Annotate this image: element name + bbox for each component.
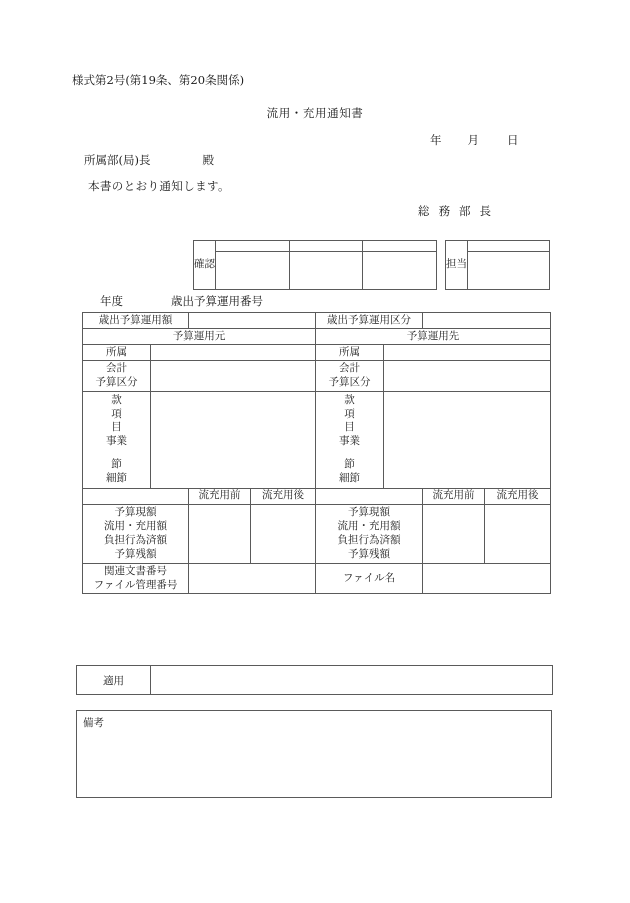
dest-affiliation-label: 所属 [316, 345, 384, 361]
dest-accounting-label-line2: 予算区分 [328, 375, 371, 388]
approval-cell[interactable] [468, 241, 549, 289]
approval-cell-cap [290, 241, 363, 252]
section-header-source: 予算運用元 [83, 329, 316, 345]
file-name-value[interactable] [423, 563, 551, 594]
statement-text: 本書のとおり通知します。 [88, 179, 230, 193]
approval-cell-body[interactable] [216, 252, 289, 289]
operation-number-label: 歳出予算運用番号 [171, 294, 263, 308]
dest-accounting-label [316, 361, 384, 392]
dest-amounts-label [316, 504, 423, 563]
source-item-jigyo: 事業 [106, 435, 127, 448]
file-name-label: ファイル名 [316, 563, 423, 594]
table-row-amounts [83, 504, 551, 563]
table-row-section-headers [83, 329, 551, 345]
source-before-label: 流充用前 [189, 488, 251, 504]
date-year-label: 年 [430, 133, 442, 147]
source-item-kan: 款 [111, 393, 122, 406]
dest-items-value[interactable] [384, 391, 551, 488]
source-item-kou: 項 [111, 407, 122, 420]
approval-columns-kakunin [216, 241, 436, 289]
addressee [84, 152, 214, 168]
dest-items-spacer [316, 449, 383, 458]
dest-accounting-label-line1: 会計 [339, 362, 360, 374]
source-amount-futan: 負担行為済額 [104, 533, 167, 546]
approval-box-kakunin [193, 240, 437, 290]
source-after-label: 流充用後 [251, 488, 316, 504]
approval-cell-cap [363, 241, 436, 252]
dest-beforeafter-spacer [316, 488, 423, 504]
source-item-moku: 目 [111, 421, 122, 434]
source-items-spacer [83, 449, 150, 458]
approval-label-tanto: 担当 [446, 241, 468, 289]
source-accounting-label [83, 361, 151, 392]
approval-cell[interactable] [216, 241, 290, 289]
approval-cell-cap [468, 241, 549, 252]
addressee-honorific: 殿 [202, 153, 214, 167]
dest-item-saisetsu: 細節 [339, 471, 360, 484]
page-title: 流用・充用通知書 [266, 106, 364, 120]
dest-accounting-lines [316, 361, 383, 391]
operation-amount-value[interactable] [189, 313, 316, 329]
table-row-tekiyo [77, 666, 553, 695]
source-accounting-value[interactable] [151, 361, 316, 392]
related-doc-number-label: 関連文書番号 [104, 564, 167, 577]
dest-accounting-value[interactable] [384, 361, 551, 392]
source-amounts-lines [83, 505, 188, 562]
source-amount-genngaku: 予算現額 [114, 506, 157, 518]
source-items-value[interactable] [151, 391, 316, 488]
form-code: 様式第2号(第19条、第20条関係) [72, 73, 245, 87]
dest-item-kou: 項 [344, 407, 355, 420]
addressee-label: 所属部(局)長 [84, 153, 151, 167]
approval-cell-cap [216, 241, 289, 252]
dest-item-jigyo: 事業 [339, 435, 360, 448]
approval-cell-body[interactable] [363, 252, 436, 289]
budget-operation-table [82, 312, 551, 594]
dest-items-label [316, 391, 384, 488]
fiscal-year-label: 年度 [100, 294, 123, 308]
dest-item-moku: 目 [344, 421, 355, 434]
source-amount-zangaku: 予算残額 [114, 547, 157, 560]
source-amount-before-value[interactable] [189, 504, 251, 563]
dest-items-lines [316, 393, 383, 487]
dest-amount-futan: 負担行為済額 [337, 533, 401, 546]
doc-number-lines [83, 564, 188, 594]
year-number-line [100, 293, 263, 309]
table-row-budget-items [83, 391, 551, 488]
source-items-lines [83, 393, 150, 487]
source-beforeafter-spacer [83, 488, 189, 504]
tekiyo-label: 適用 [77, 666, 151, 695]
approval-cell[interactable] [363, 241, 436, 289]
dest-item-kan: 款 [344, 393, 355, 406]
signer-title: 総務部長 [418, 204, 500, 218]
dest-amount-ryuyo: 流用・充用額 [337, 519, 401, 532]
tekiyo-value[interactable] [151, 666, 553, 695]
source-item-saisetsu: 細節 [106, 471, 127, 484]
source-item-setsu: 節 [111, 458, 122, 471]
dest-amount-zangaku: 予算残額 [348, 547, 390, 560]
source-accounting-label-line2: 予算区分 [95, 375, 138, 388]
approval-cell-body[interactable] [290, 252, 363, 289]
table-row-accounting [83, 361, 551, 392]
dest-item-setsu: 節 [344, 458, 355, 471]
table-row-affiliation [83, 345, 551, 361]
approval-label-kakunin: 確認 [194, 241, 216, 289]
approval-cell-body[interactable] [468, 252, 549, 289]
operation-category-value[interactable] [423, 313, 551, 329]
source-accounting-label-line1: 会計 [106, 362, 127, 374]
dest-amount-genngaku: 予算現額 [348, 506, 390, 518]
dest-amounts-lines [316, 505, 422, 562]
section-header-dest: 予算運用先 [316, 329, 551, 345]
doc-number-value[interactable] [189, 563, 316, 594]
source-affiliation-value[interactable] [151, 345, 316, 361]
source-affiliation-label: 所属 [83, 345, 151, 361]
source-accounting-lines [83, 361, 150, 391]
table-row-file [83, 563, 551, 594]
operation-category-label: 歳出予算運用区分 [316, 313, 423, 329]
date-day-label: 日 [507, 133, 519, 147]
bikou-box[interactable] [76, 710, 552, 798]
dest-amount-after-value[interactable] [485, 504, 551, 563]
table-row-summary [83, 313, 551, 329]
source-amount-after-value[interactable] [251, 504, 316, 563]
tekiyo-table [76, 665, 553, 695]
dest-before-label: 流充用前 [423, 488, 485, 504]
dest-after-label: 流充用後 [485, 488, 551, 504]
approval-columns-tanto [468, 241, 549, 289]
file-admin-number-label: ファイル管理番号 [93, 578, 178, 591]
date-line [430, 132, 519, 148]
source-items-label [83, 391, 151, 488]
table-row-beforeafter-headers [83, 488, 551, 504]
dest-amount-before-value[interactable] [423, 504, 485, 563]
bikou-label: 備考 [83, 717, 104, 729]
approval-cell[interactable] [290, 241, 364, 289]
dest-affiliation-value[interactable] [384, 345, 551, 361]
approval-box-tanto [445, 240, 550, 290]
source-amounts-label [83, 504, 189, 563]
source-amount-ryuyo: 流用・充用額 [104, 519, 167, 532]
doc-number-label [83, 563, 189, 594]
date-month-label: 月 [467, 133, 479, 147]
operation-amount-label: 歳出予算運用額 [83, 313, 189, 329]
